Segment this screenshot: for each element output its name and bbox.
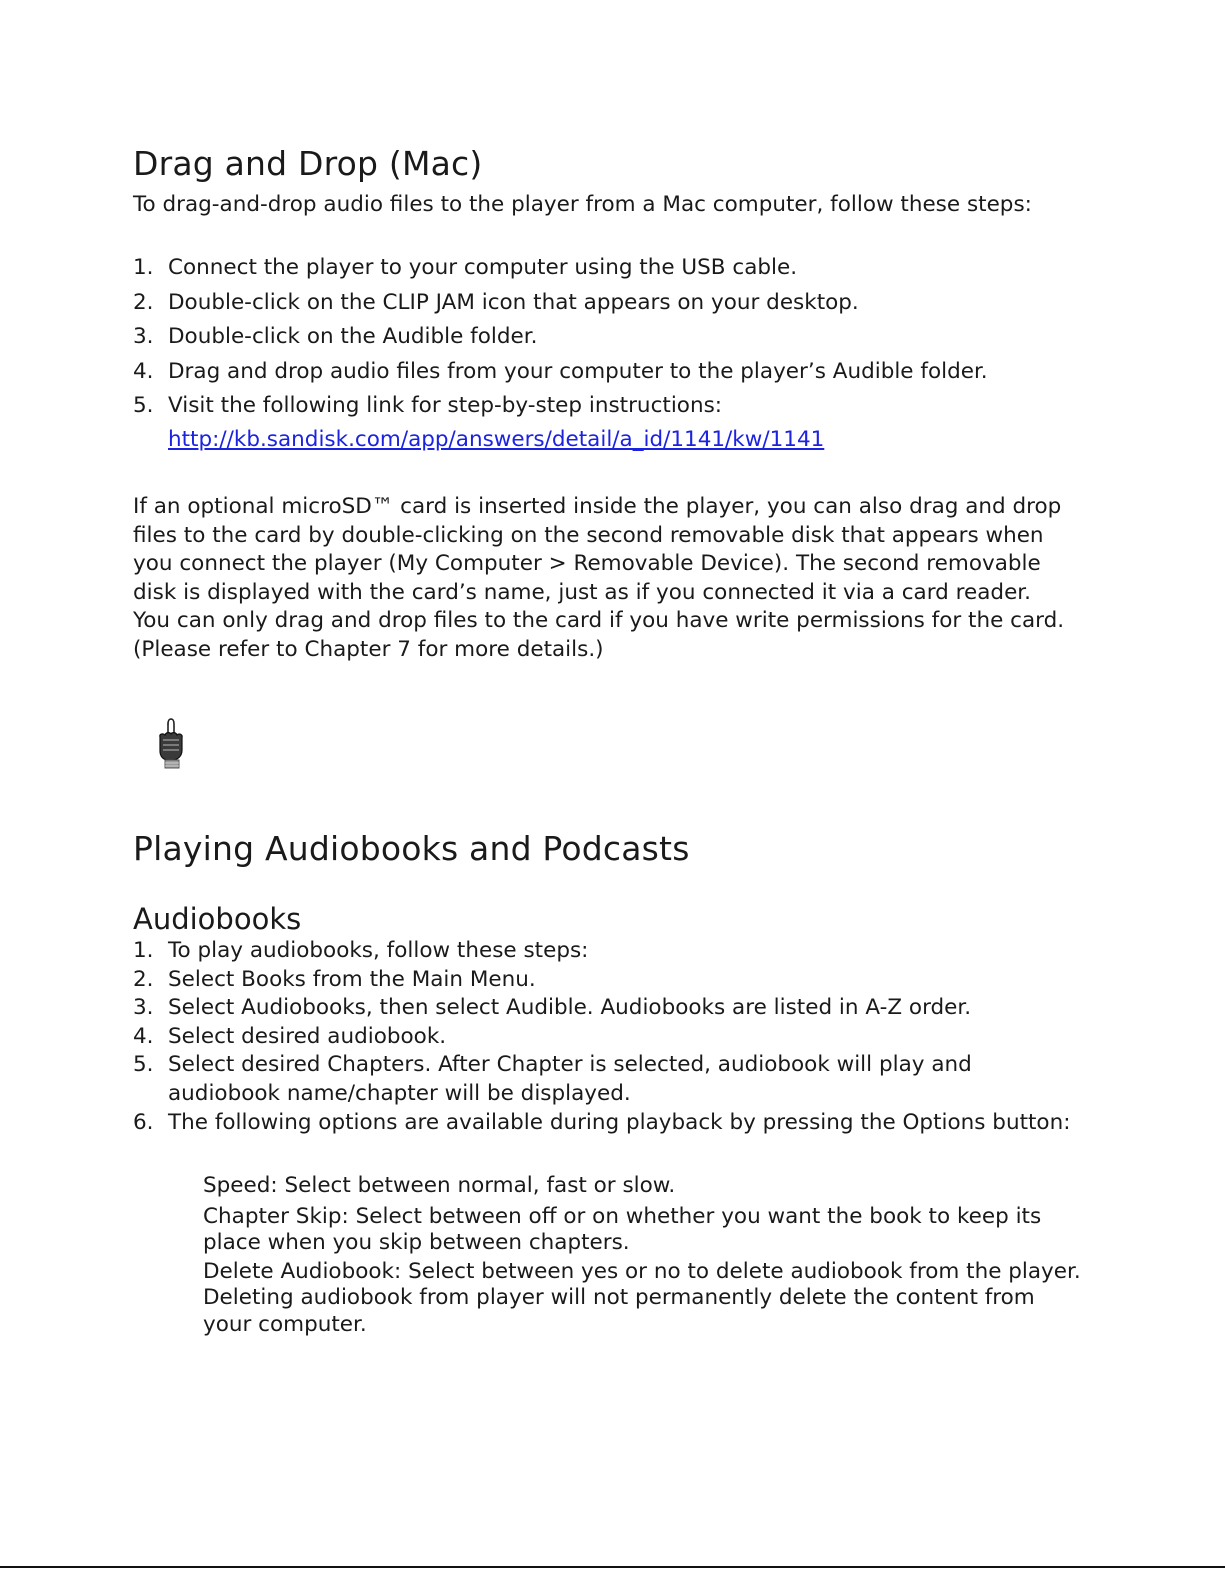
mac-steps-list	[133, 251, 988, 424]
audiobook-steps-list	[133, 937, 1078, 1137]
page-bottom-rule	[0, 1566, 1225, 1568]
list-item: 3. Select Audiobooks, then select Audible. Audiobooks are listed in A-Z order.	[133, 995, 972, 1021]
microsd-note-paragraph: If an optional microSD™ card is inserted inside the player, you can also drag and drop files to the card by double-clicking on the second removable disk that appears when you connect the player (My Computer > Removable Device). The second removable disk is displayed with the card’s name, just as if you connected it via a card reader. You can only drag and drop files to the card if you have write permissions for the card. (Please refer to Chapter 7 for more details.)	[133, 494, 1065, 662]
list-item: 2. Double-click on the CLIP JAM icon that appears on your desktop.	[133, 289, 859, 315]
section-title-drag-and-drop-mac: Drag and Drop (Mac)	[133, 144, 483, 183]
list-item: 3. Double-click on the Audible folder.	[133, 324, 538, 350]
intro-paragraph: To drag-and-drop audio files to the player from a Mac computer, follow these steps:	[133, 192, 1032, 217]
section-title-playing-audiobooks: Playing Audiobooks and Podcasts	[133, 829, 690, 868]
list-item: 4. Drag and drop audio files from your computer to the player’s Audible folder.	[133, 358, 988, 384]
list-item: 1. Connect the player to your computer using the USB cable.	[133, 255, 798, 280]
list-item: 5. Visit the following link for step-by-step instructions:	[133, 393, 723, 419]
option-speed: Speed: Select between normal, fast or slow.	[203, 1173, 676, 1198]
option-delete-audiobook: Delete Audiobook: Select between yes or no to delete audiobook from the player. Deleting audiobook from player will not permanently delete the content from your computer.	[203, 1258, 1081, 1337]
playback-options-list	[203, 1173, 1083, 1338]
subsection-title-audiobooks: Audiobooks	[133, 902, 302, 936]
option-chapter-skip: Chapter Skip: Select between off or on whether you want the book to keep its place when you skip between chapters.	[203, 1203, 1042, 1255]
list-item: 4. Select desired audiobook.	[133, 1023, 447, 1049]
pointing-hand-icon	[151, 716, 191, 770]
instructions-link-line	[168, 425, 824, 455]
list-item: 2. Select Books from the Main Menu.	[133, 966, 536, 992]
instructions-link[interactable]: http://kb.sandisk.com/app/answers/detail/a_id/1141/kw/1141	[168, 427, 825, 452]
list-item: 6. The following options are available during playback by pressing the Options button:	[133, 1109, 1071, 1135]
list-item: 1. To play audiobooks, follow these steps:	[133, 938, 589, 963]
list-item: 5. Select desired Chapters. After Chapter is selected, audiobook will play and audiobook name/chapter will be displayed.	[133, 1052, 972, 1106]
